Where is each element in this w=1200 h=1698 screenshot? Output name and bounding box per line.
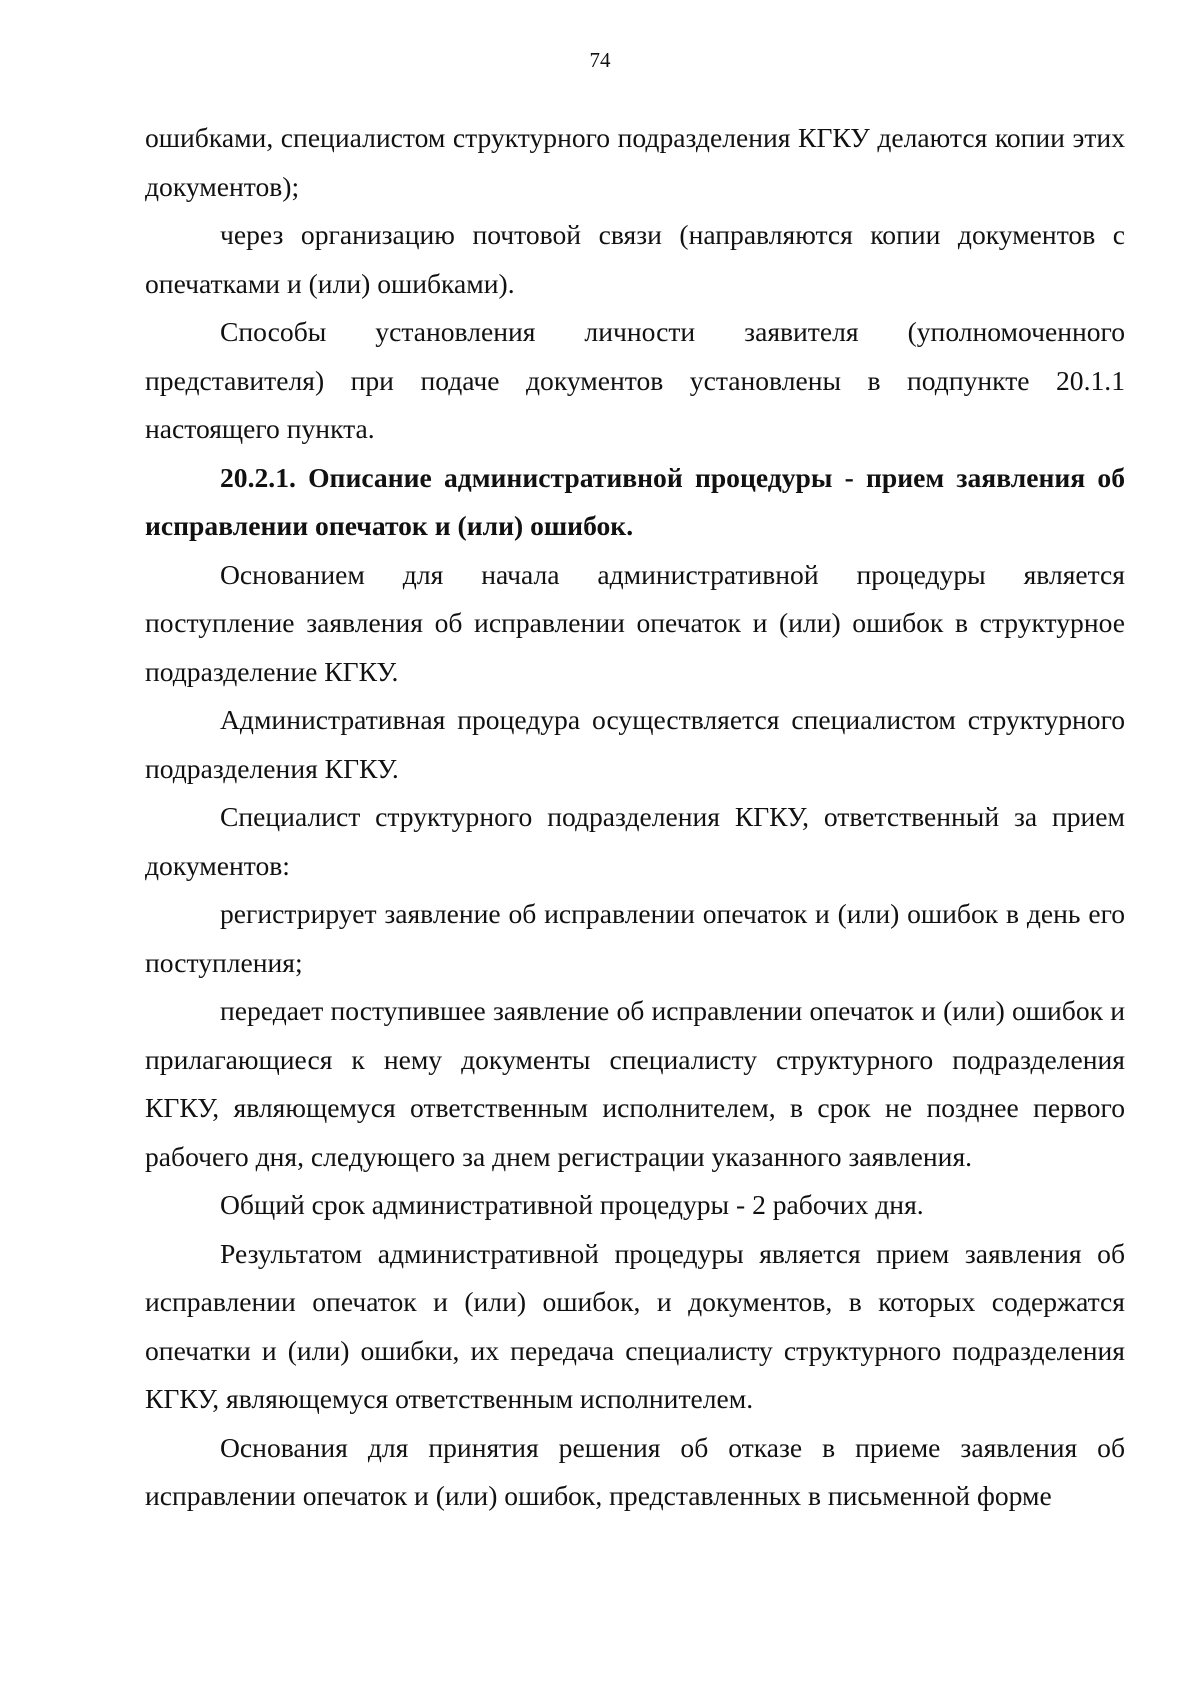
paragraph-procedure-performer: Административная процедура осуществляется специалистом структурного подразделения КГКУ. [145, 704, 1125, 784]
section-heading: 20.2.1. Описание административной процедуры - прием заявления об исправлении опечаток и (или) ошибок. [145, 461, 1125, 541]
paragraph-result: Результатом административной процедуры является прием заявления об исправлении опечаток и (или) ошибок, и документов, в которых содержатся опечатки и (или) ошибки, их передача специалисту структурного подразделения КГКУ, являющемуся ответственным исполнителем. [145, 1237, 1125, 1414]
paragraph-continuation: ошибками, специалистом структурного подразделения КГКУ делаются копии этих документов); [145, 122, 1125, 202]
paragraph-specialist: Специалист структурного подразделения КГКУ, ответственный за прием документов: [145, 801, 1125, 881]
paragraph-postal: через организацию почтовой связи (направляются копии документов с опечатками и (или) ошибками). [145, 219, 1125, 299]
paragraph-total-term: Общий срок административной процедуры - 2 рабочих дня. [220, 1189, 924, 1220]
paragraph-transfers: передает поступившее заявление об исправлении опечаток и (или) ошибок и прилагающиеся к нему документы специалисту структурного подразделения КГКУ, являющемуся ответственным исполнителем, в срок не позднее первого рабочего дня, следующего за днем регистрации указанного заявления. [145, 995, 1125, 1172]
document-body [145, 114, 1125, 1521]
page-number: 74 [589, 48, 611, 72]
paragraph-registers: регистрирует заявление об исправлении опечаток и (или) ошибок в день его поступления; [145, 898, 1125, 978]
paragraph-identity: Способы установления личности заявителя (уполномоченного представителя) при подаче документов установлены в подпункте 20.1.1 настоящего пункта. [145, 316, 1125, 444]
paragraph-refusal-grounds: Основания для принятия решения об отказе в приеме заявления об исправлении опечаток и (или) ошибок, представленных в письменной форме [145, 1431, 1125, 1511]
paragraph-basis: Основанием для начала административной процедуры является поступление заявления об исправлении опечаток и (или) ошибок в структурное подразделение КГКУ. [145, 558, 1125, 687]
